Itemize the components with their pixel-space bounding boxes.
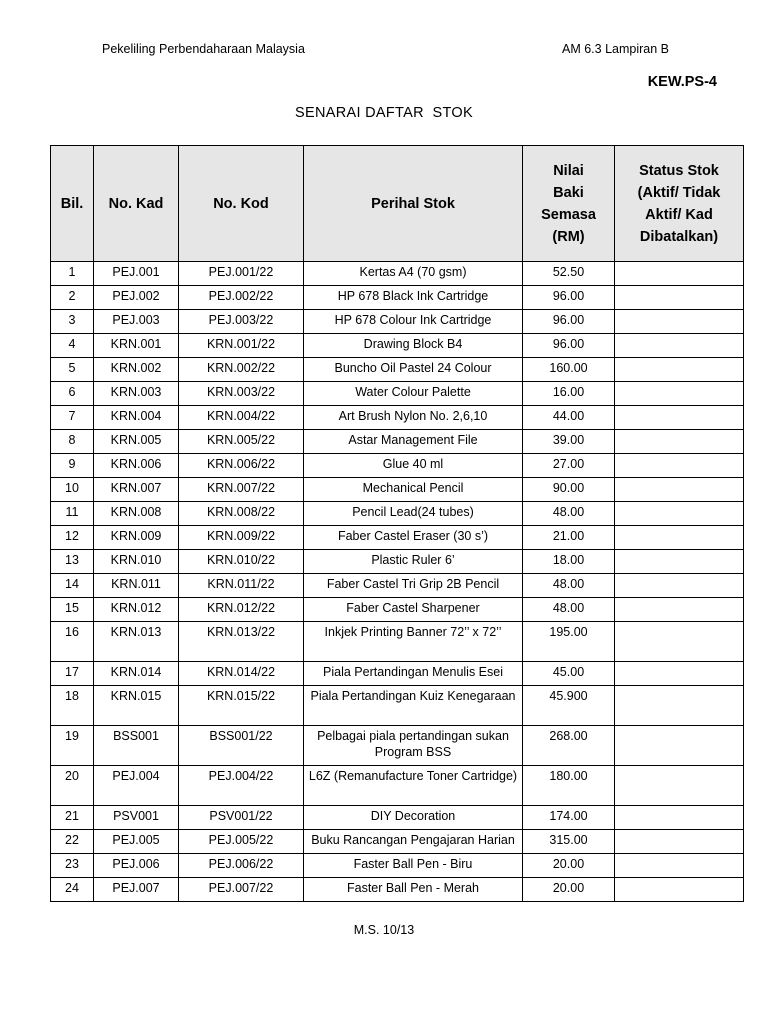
cell-bil: 4 (51, 334, 94, 358)
cell-no-kod: PEJ.003/22 (179, 310, 304, 334)
cell-perihal-stok: Pencil Lead(24 tubes) (304, 502, 523, 526)
cell-nilai-baki: 195.00 (523, 622, 615, 662)
cell-status-stok (615, 622, 744, 662)
cell-nilai-baki: 44.00 (523, 406, 615, 430)
cell-nilai-baki: 268.00 (523, 726, 615, 766)
table-row (51, 686, 744, 726)
cell-no-kad: PEJ.004 (94, 766, 179, 806)
cell-nilai-baki: 20.00 (523, 878, 615, 902)
cell-no-kod: BSS001/22 (179, 726, 304, 766)
cell-nilai-baki: 18.00 (523, 550, 615, 574)
table-row (51, 766, 744, 806)
table-row (51, 406, 744, 430)
cell-bil: 16 (51, 622, 94, 662)
cell-bil: 10 (51, 478, 94, 502)
cell-perihal-stok: Buku Rancangan Pengajaran Harian (304, 830, 523, 854)
cell-no-kad: KRN.009 (94, 526, 179, 550)
page-header-right: AM 6.3 Lampiran B (562, 42, 669, 56)
cell-status-stok (615, 406, 744, 430)
table-row (51, 574, 744, 598)
form-code: KEW.PS-4 (647, 74, 717, 90)
table-row (51, 662, 744, 686)
document-title: SENARAI DAFTAR STOK (295, 105, 473, 121)
cell-perihal-stok: DIY Decoration (304, 806, 523, 830)
table-body (51, 262, 744, 902)
cell-perihal-stok: Pelbagai piala pertandingan sukan Program BSS (304, 726, 523, 766)
cell-nilai-baki: 52.50 (523, 262, 615, 286)
cell-no-kod: KRN.009/22 (179, 526, 304, 550)
column-header-no-kod: No. Kod (179, 146, 304, 262)
cell-bil: 14 (51, 574, 94, 598)
cell-status-stok (615, 766, 744, 806)
cell-perihal-stok: Faber Castel Sharpener (304, 598, 523, 622)
cell-bil: 8 (51, 430, 94, 454)
cell-bil: 17 (51, 662, 94, 686)
cell-status-stok (615, 310, 744, 334)
cell-status-stok (615, 262, 744, 286)
cell-bil: 19 (51, 726, 94, 766)
cell-status-stok (615, 726, 744, 766)
cell-perihal-stok: Piala Pertandingan Kuiz Kenegaraan (304, 686, 523, 726)
cell-nilai-baki: 48.00 (523, 598, 615, 622)
table-row (51, 830, 744, 854)
cell-no-kod: PSV001/22 (179, 806, 304, 830)
cell-bil: 21 (51, 806, 94, 830)
cell-no-kad: KRN.002 (94, 358, 179, 382)
cell-status-stok (615, 454, 744, 478)
cell-no-kod: KRN.014/22 (179, 662, 304, 686)
cell-no-kad: KRN.001 (94, 334, 179, 358)
cell-no-kad: KRN.012 (94, 598, 179, 622)
cell-no-kod: PEJ.007/22 (179, 878, 304, 902)
cell-bil: 22 (51, 830, 94, 854)
cell-bil: 11 (51, 502, 94, 526)
cell-bil: 1 (51, 262, 94, 286)
cell-no-kad: KRN.003 (94, 382, 179, 406)
cell-status-stok (615, 334, 744, 358)
cell-bil: 23 (51, 854, 94, 878)
cell-nilai-baki: 96.00 (523, 334, 615, 358)
table-row (51, 382, 744, 406)
cell-perihal-stok: Faber Castel Tri Grip 2B Pencil (304, 574, 523, 598)
table-row (51, 286, 744, 310)
cell-nilai-baki: 48.00 (523, 574, 615, 598)
cell-perihal-stok: Plastic Ruler 6’ (304, 550, 523, 574)
cell-perihal-stok: Drawing Block B4 (304, 334, 523, 358)
cell-status-stok (615, 830, 744, 854)
table-row (51, 526, 744, 550)
cell-status-stok (615, 430, 744, 454)
cell-nilai-baki: 315.00 (523, 830, 615, 854)
table-row (51, 478, 744, 502)
cell-no-kod: KRN.007/22 (179, 478, 304, 502)
cell-nilai-baki: 48.00 (523, 502, 615, 526)
cell-no-kad: PEJ.007 (94, 878, 179, 902)
cell-bil: 18 (51, 686, 94, 726)
cell-no-kad: KRN.013 (94, 622, 179, 662)
cell-bil: 7 (51, 406, 94, 430)
cell-nilai-baki: 174.00 (523, 806, 615, 830)
page-header-left: Pekeliling Perbendaharaan Malaysia (102, 42, 305, 56)
cell-no-kad: BSS001 (94, 726, 179, 766)
table-row (51, 502, 744, 526)
cell-no-kad: KRN.007 (94, 478, 179, 502)
cell-no-kad: PEJ.006 (94, 854, 179, 878)
cell-no-kad: KRN.015 (94, 686, 179, 726)
cell-no-kod: KRN.008/22 (179, 502, 304, 526)
cell-no-kad: KRN.014 (94, 662, 179, 686)
cell-perihal-stok: Astar Management File (304, 430, 523, 454)
cell-bil: 3 (51, 310, 94, 334)
cell-nilai-baki: 90.00 (523, 478, 615, 502)
cell-no-kad: KRN.011 (94, 574, 179, 598)
cell-no-kod: KRN.006/22 (179, 454, 304, 478)
cell-no-kod: KRN.001/22 (179, 334, 304, 358)
cell-perihal-stok: HP 678 Black Ink Cartridge (304, 286, 523, 310)
cell-status-stok (615, 502, 744, 526)
cell-no-kod: KRN.010/22 (179, 550, 304, 574)
cell-bil: 2 (51, 286, 94, 310)
table-row (51, 806, 744, 830)
cell-status-stok (615, 478, 744, 502)
cell-nilai-baki: 16.00 (523, 382, 615, 406)
cell-perihal-stok: Faber Castel Eraser (30 s’) (304, 526, 523, 550)
cell-no-kod: KRN.013/22 (179, 622, 304, 662)
column-header-status-stok: Status Stok (Aktif/ Tidak Aktif/ Kad Dibatalkan) (615, 146, 744, 262)
cell-no-kod: KRN.012/22 (179, 598, 304, 622)
cell-no-kad: PEJ.001 (94, 262, 179, 286)
cell-no-kad: PEJ.003 (94, 310, 179, 334)
cell-no-kod: PEJ.006/22 (179, 854, 304, 878)
cell-no-kad: KRN.008 (94, 502, 179, 526)
cell-status-stok (615, 526, 744, 550)
cell-nilai-baki: 96.00 (523, 310, 615, 334)
stock-register-table (50, 145, 744, 902)
cell-no-kod: KRN.015/22 (179, 686, 304, 726)
cell-bil: 6 (51, 382, 94, 406)
cell-no-kod: PEJ.002/22 (179, 286, 304, 310)
cell-nilai-baki: 96.00 (523, 286, 615, 310)
cell-no-kod: KRN.002/22 (179, 358, 304, 382)
table-row (51, 310, 744, 334)
cell-bil: 24 (51, 878, 94, 902)
cell-nilai-baki: 180.00 (523, 766, 615, 806)
cell-status-stok (615, 574, 744, 598)
cell-no-kad: KRN.006 (94, 454, 179, 478)
cell-status-stok (615, 662, 744, 686)
cell-status-stok (615, 382, 744, 406)
cell-no-kod: KRN.003/22 (179, 382, 304, 406)
cell-no-kad: PSV001 (94, 806, 179, 830)
table-row (51, 726, 744, 766)
cell-perihal-stok: L6Z (Remanufacture Toner Cartridge) (304, 766, 523, 806)
cell-perihal-stok: Glue 40 ml (304, 454, 523, 478)
cell-no-kod: KRN.005/22 (179, 430, 304, 454)
column-header-bil: Bil. (51, 146, 94, 262)
cell-status-stok (615, 550, 744, 574)
table-row (51, 878, 744, 902)
cell-no-kod: PEJ.005/22 (179, 830, 304, 854)
table-row (51, 454, 744, 478)
table-row (51, 334, 744, 358)
table-row (51, 550, 744, 574)
cell-nilai-baki: 20.00 (523, 854, 615, 878)
cell-no-kad: KRN.010 (94, 550, 179, 574)
column-header-nilai-baki: Nilai Baki Semasa (RM) (523, 146, 615, 262)
cell-status-stok (615, 854, 744, 878)
column-header-perihal-stok: Perihal Stok (304, 146, 523, 262)
cell-bil: 15 (51, 598, 94, 622)
cell-no-kod: PEJ.004/22 (179, 766, 304, 806)
cell-perihal-stok: Faster Ball Pen - Biru (304, 854, 523, 878)
cell-status-stok (615, 598, 744, 622)
cell-no-kod: KRN.004/22 (179, 406, 304, 430)
cell-bil: 20 (51, 766, 94, 806)
cell-perihal-stok: Kertas A4 (70 gsm) (304, 262, 523, 286)
cell-perihal-stok: Buncho Oil Pastel 24 Colour (304, 358, 523, 382)
cell-nilai-baki: 27.00 (523, 454, 615, 478)
table-row (51, 262, 744, 286)
page-number: M.S. 10/13 (353, 923, 415, 937)
cell-perihal-stok: Mechanical Pencil (304, 478, 523, 502)
column-header-no-kad: No. Kad (94, 146, 179, 262)
cell-status-stok (615, 358, 744, 382)
cell-perihal-stok: Piala Pertandingan Menulis Esei (304, 662, 523, 686)
cell-nilai-baki: 21.00 (523, 526, 615, 550)
table-row (51, 358, 744, 382)
cell-no-kod: KRN.011/22 (179, 574, 304, 598)
cell-no-kad: PEJ.005 (94, 830, 179, 854)
table-row (51, 598, 744, 622)
cell-status-stok (615, 686, 744, 726)
cell-nilai-baki: 160.00 (523, 358, 615, 382)
table-header-row (51, 146, 744, 262)
cell-nilai-baki: 39.00 (523, 430, 615, 454)
cell-status-stok (615, 878, 744, 902)
cell-perihal-stok: Water Colour Palette (304, 382, 523, 406)
table-row (51, 622, 744, 662)
table-row (51, 430, 744, 454)
cell-no-kod: PEJ.001/22 (179, 262, 304, 286)
cell-no-kad: KRN.005 (94, 430, 179, 454)
cell-status-stok (615, 806, 744, 830)
cell-bil: 9 (51, 454, 94, 478)
cell-perihal-stok: Art Brush Nylon No. 2,6,10 (304, 406, 523, 430)
cell-perihal-stok: HP 678 Colour Ink Cartridge (304, 310, 523, 334)
cell-nilai-baki: 45.00 (523, 662, 615, 686)
cell-bil: 5 (51, 358, 94, 382)
cell-no-kad: KRN.004 (94, 406, 179, 430)
cell-no-kad: PEJ.002 (94, 286, 179, 310)
table-row (51, 854, 744, 878)
cell-bil: 13 (51, 550, 94, 574)
cell-perihal-stok: Faster Ball Pen - Merah (304, 878, 523, 902)
cell-perihal-stok: Inkjek Printing Banner 72’’ x 72’’ (304, 622, 523, 662)
cell-bil: 12 (51, 526, 94, 550)
cell-status-stok (615, 286, 744, 310)
cell-nilai-baki: 45.900 (523, 686, 615, 726)
